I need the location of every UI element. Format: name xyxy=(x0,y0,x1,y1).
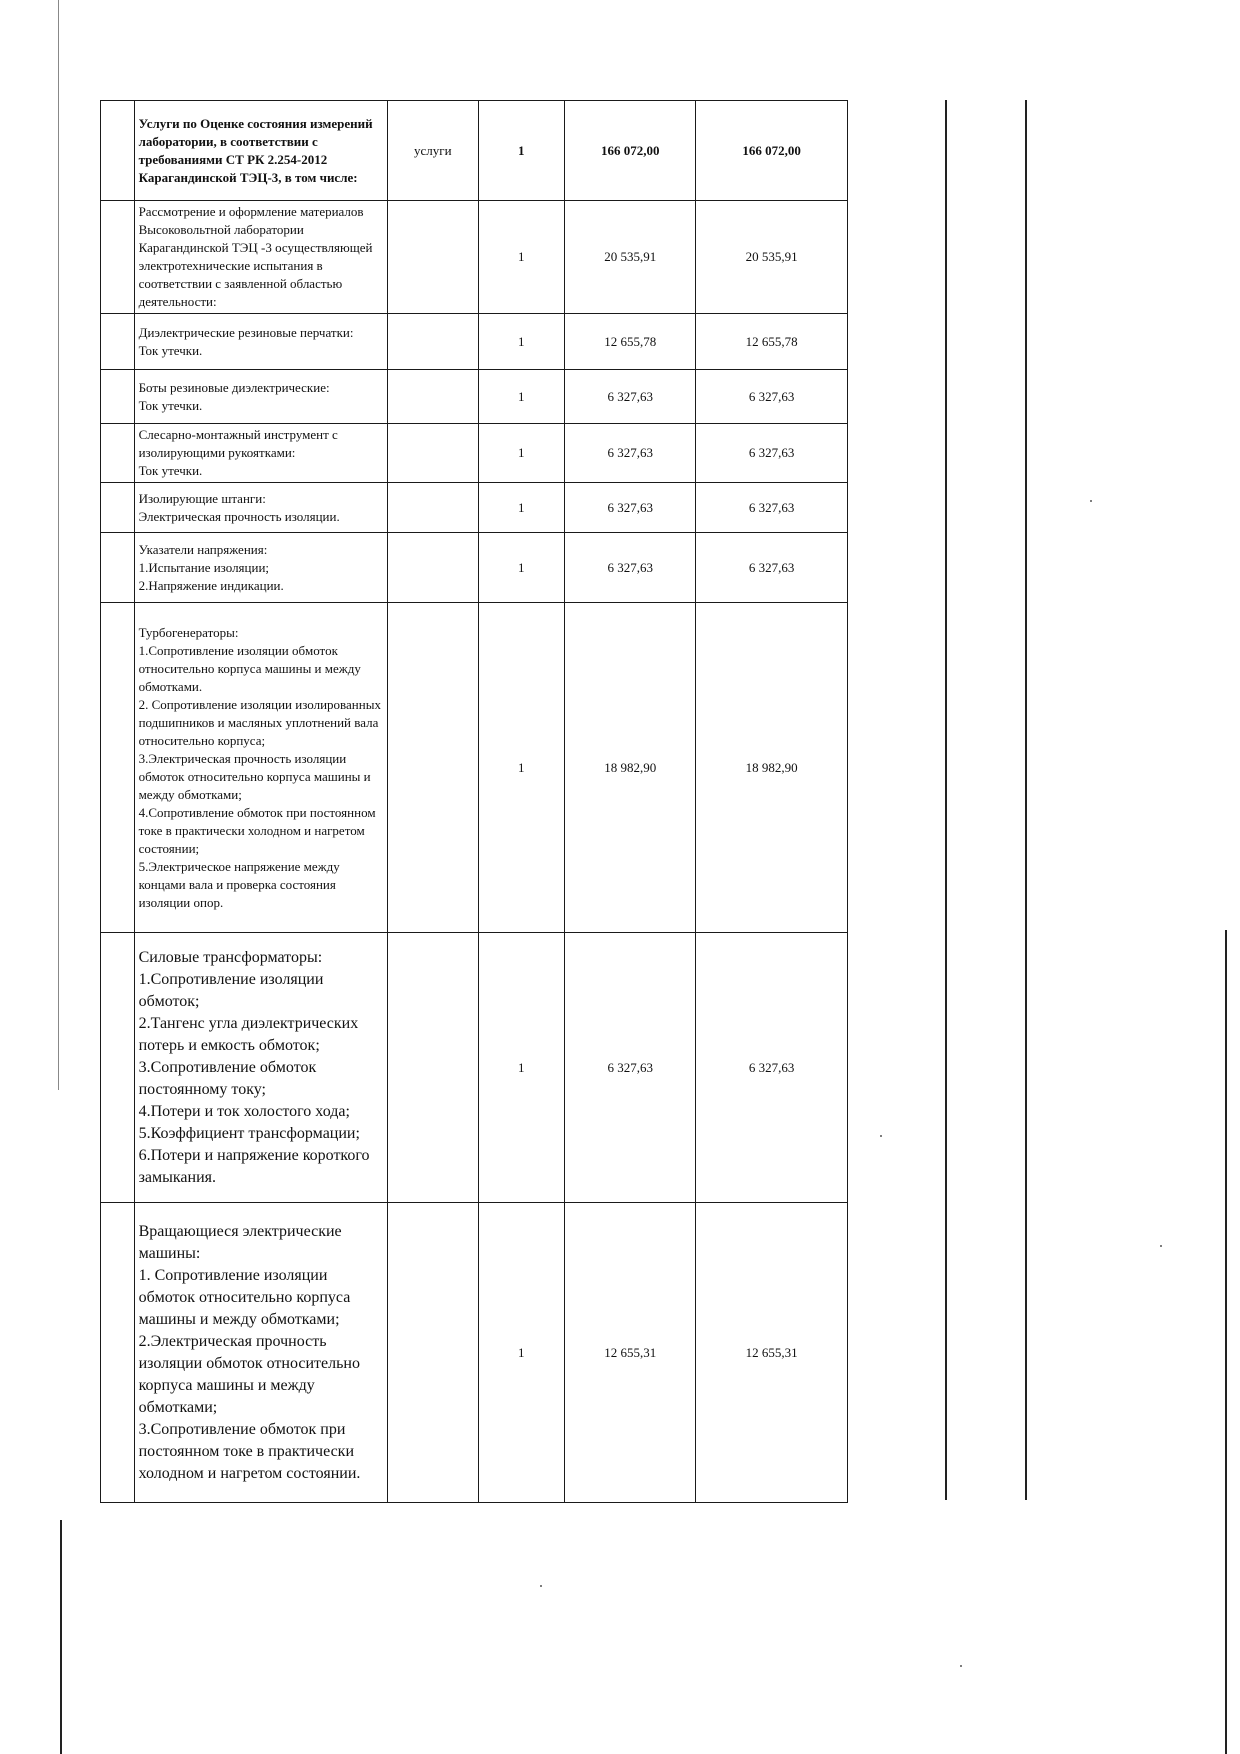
sum-cell: 20 535,91 xyxy=(696,201,848,314)
sum-cell: 6 327,63 xyxy=(696,424,848,483)
price-cell: 12 655,78 xyxy=(565,314,696,370)
table-row xyxy=(101,201,848,314)
price-cell: 6 327,63 xyxy=(565,483,696,533)
row-index-cell xyxy=(101,101,135,201)
price-cell: 166 072,00 xyxy=(565,101,696,201)
quantity-cell: 1 xyxy=(478,101,565,201)
price-cell: 6 327,63 xyxy=(565,533,696,603)
scan-speck xyxy=(1090,500,1092,502)
table-row xyxy=(101,314,848,370)
table-row xyxy=(101,483,848,533)
table-row xyxy=(101,101,848,201)
unit-cell xyxy=(387,533,478,603)
scan-line-right-1 xyxy=(945,100,947,1500)
scan-speck xyxy=(1160,1245,1162,1247)
price-cell: 18 982,90 xyxy=(565,603,696,933)
quantity-cell: 1 xyxy=(478,1203,565,1503)
sum-cell: 6 327,63 xyxy=(696,933,848,1203)
unit-cell xyxy=(387,314,478,370)
service-name: Рассмотрение и оформление материалов Высоковольтной лаборатории Карагандинской ТЭЦ -3 осуществляющей электротехнические испытания в соответствии с заявленной областью деятельности: xyxy=(138,204,373,309)
unit-cell xyxy=(387,933,478,1203)
quantity-cell: 1 xyxy=(478,201,565,314)
quantity-cell: 1 xyxy=(478,603,565,933)
row-index-cell xyxy=(101,1203,135,1503)
row-index-cell xyxy=(101,603,135,933)
sum-cell: 12 655,31 xyxy=(696,1203,848,1503)
table-row xyxy=(101,533,848,603)
sum-cell: 18 982,90 xyxy=(696,603,848,933)
sum-cell: 166 072,00 xyxy=(696,101,848,201)
quantity-cell: 1 xyxy=(478,483,565,533)
service-name-cell xyxy=(134,933,387,1203)
row-index-cell xyxy=(101,533,135,603)
table-row xyxy=(101,370,848,424)
service-name-cell xyxy=(134,101,387,201)
table-row xyxy=(101,424,848,483)
service-name-cell xyxy=(134,201,387,314)
unit-cell xyxy=(387,603,478,933)
price-cell: 20 535,91 xyxy=(565,201,696,314)
table-row xyxy=(101,933,848,1203)
scan-line-left-lower xyxy=(60,1520,62,1754)
service-name: Услуги по Оценке состояния измерений лаборатории, в соответствии с требованиями СТ РК 2.254-2012 Карагандинской ТЭЦ-3, в том числе: xyxy=(138,115,373,185)
scan-line-left xyxy=(58,0,59,1090)
scan-line-right-3 xyxy=(1225,930,1227,1754)
sum-cell: 12 655,78 xyxy=(696,314,848,370)
scan-line-right-2 xyxy=(1025,100,1027,1500)
quantity-cell: 1 xyxy=(478,424,565,483)
sum-cell: 6 327,63 xyxy=(696,483,848,533)
unit-cell xyxy=(387,201,478,314)
sum-cell: 6 327,63 xyxy=(696,370,848,424)
service-name-cell xyxy=(134,370,387,424)
service-name-cell xyxy=(134,483,387,533)
quantity-cell: 1 xyxy=(478,933,565,1203)
row-index-cell xyxy=(101,483,135,533)
quantity-cell: 1 xyxy=(478,370,565,424)
table-row xyxy=(101,603,848,933)
price-cell: 6 327,63 xyxy=(565,370,696,424)
service-name-cell xyxy=(134,603,387,933)
service-name-cell xyxy=(134,314,387,370)
service-name-cell xyxy=(134,424,387,483)
quantity-cell: 1 xyxy=(478,533,565,603)
row-index-cell xyxy=(101,370,135,424)
unit-cell xyxy=(387,424,478,483)
row-index-cell xyxy=(101,424,135,483)
services-table xyxy=(100,100,848,1503)
unit-cell xyxy=(387,483,478,533)
service-name: Диэлектрические резиновые перчатки: Ток утечки. xyxy=(138,324,354,358)
service-name: Силовые трансформаторы: 1.Сопротивление изоляции обмоток; 2.Тангенс угла диэлектрических потерь и емкость обмоток; 3.Сопротивление обмоток постоянному току; 4.Потери и ток холостого хода; 5.Коэффициент трансформации; 6.Потери и напряжение короткого замыкания. xyxy=(138,948,370,1186)
scan-speck xyxy=(960,1665,962,1667)
sum-cell: 6 327,63 xyxy=(696,533,848,603)
service-name-cell xyxy=(134,1203,387,1503)
service-name-cell xyxy=(134,533,387,603)
table-row xyxy=(101,1203,848,1503)
service-name: Слесарно-монтажный инструмент с изолирующими рукоятками: Ток утечки. xyxy=(138,427,338,478)
unit-cell xyxy=(387,1203,478,1503)
service-name: Турбогенераторы: 1.Сопротивление изоляции обмоток относительно корпуса машины и между обмотками. 2. Сопротивление изоляции изолированных подшипников и масляных уплотнений вала относительно корпуса; 3.Электрическая прочность изоляции обмоток относительно корпуса машины и между обмотками; 4.Сопротивление обмоток при постоянном токе в практически холодном и нагретом состоянии; 5.Электрическое напряжение между концами вала и проверка состояния изоляции опор. xyxy=(138,624,381,910)
price-cell: 12 655,31 xyxy=(565,1203,696,1503)
scan-speck xyxy=(540,1585,542,1587)
service-name: Изолирующие штанги: Электрическая прочность изоляции. xyxy=(138,490,340,524)
row-index-cell xyxy=(101,201,135,314)
unit-cell: услуги xyxy=(387,101,478,201)
service-name: Боты резиновые диэлектрические: Ток утечки. xyxy=(138,379,330,413)
quantity-cell: 1 xyxy=(478,314,565,370)
price-cell: 6 327,63 xyxy=(565,933,696,1203)
row-index-cell xyxy=(101,933,135,1203)
service-name: Вращающиеся электрические машины: 1. Сопротивление изоляции обмоток относительно корпуса машины и между обмотками; 2.Электрическая прочность изоляции обмоток относительно корпуса машины и между обмотками; 3.Сопротивление обмоток при постоянном токе в практически холодном и нагретом состоянии. xyxy=(138,1222,361,1482)
unit-cell xyxy=(387,370,478,424)
price-cell: 6 327,63 xyxy=(565,424,696,483)
row-index-cell xyxy=(101,314,135,370)
service-name: Указатели напряжения: 1.Испытание изоляции; 2.Напряжение индикации. xyxy=(138,541,284,593)
scan-speck xyxy=(880,1135,882,1137)
